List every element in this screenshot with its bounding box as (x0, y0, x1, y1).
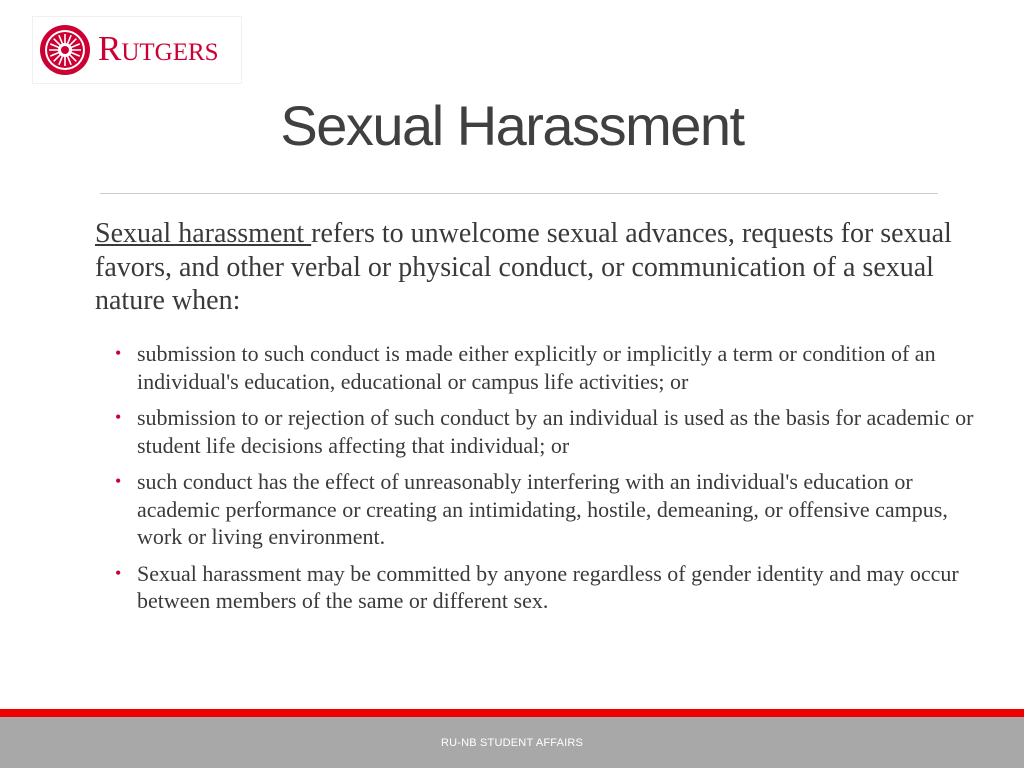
footer-accent-bar (0, 709, 1024, 717)
bullet-icon: • (115, 407, 122, 427)
list-item (115, 340, 985, 395)
bullet-icon: • (115, 343, 122, 363)
intro-term: Sexual harassment (95, 218, 312, 249)
bullet-icon: • (115, 471, 122, 491)
list-item (115, 560, 985, 615)
rutgers-seal-icon (39, 24, 91, 76)
slide-title: Sexual Harassment (280, 94, 744, 157)
rutgers-logo (33, 17, 241, 83)
rutgers-wordmark: Rutgers (98, 29, 219, 68)
list-item (115, 468, 985, 551)
list-item (115, 404, 985, 459)
footer-label: RU-NB STUDENT AFFAIRS (440, 737, 584, 749)
list-item-text: submission to or rejection of such conduct by an individual is used as the basis for academic or student life decisions affecting that individual; or (137, 405, 974, 458)
list-item-text: submission to such conduct is made either explicitly or implicitly a term or condition of an individual's education, educational or campus life activities; or (137, 341, 936, 394)
list-item-text: Sexual harassment may be committed by anyone regardless of gender identity and may occur between members of the same or different sex. (137, 560, 959, 613)
list-item-text: such conduct has the effect of unreasonably interfering with an individual's education or academic performance or creating an intimidating, hostile, demeaning, or offensive campus, work or living environment. (137, 469, 948, 549)
intro-definition: refers to unwelcome sexual advances, requests for sexual favors, and other verbal or physical conduct, or communication of a sexual nature when: (95, 218, 952, 316)
intro-paragraph (95, 217, 975, 318)
criteria-list (115, 340, 985, 624)
footer-bar (0, 717, 1024, 768)
title-divider (100, 193, 938, 194)
bullet-icon: • (115, 562, 122, 583)
